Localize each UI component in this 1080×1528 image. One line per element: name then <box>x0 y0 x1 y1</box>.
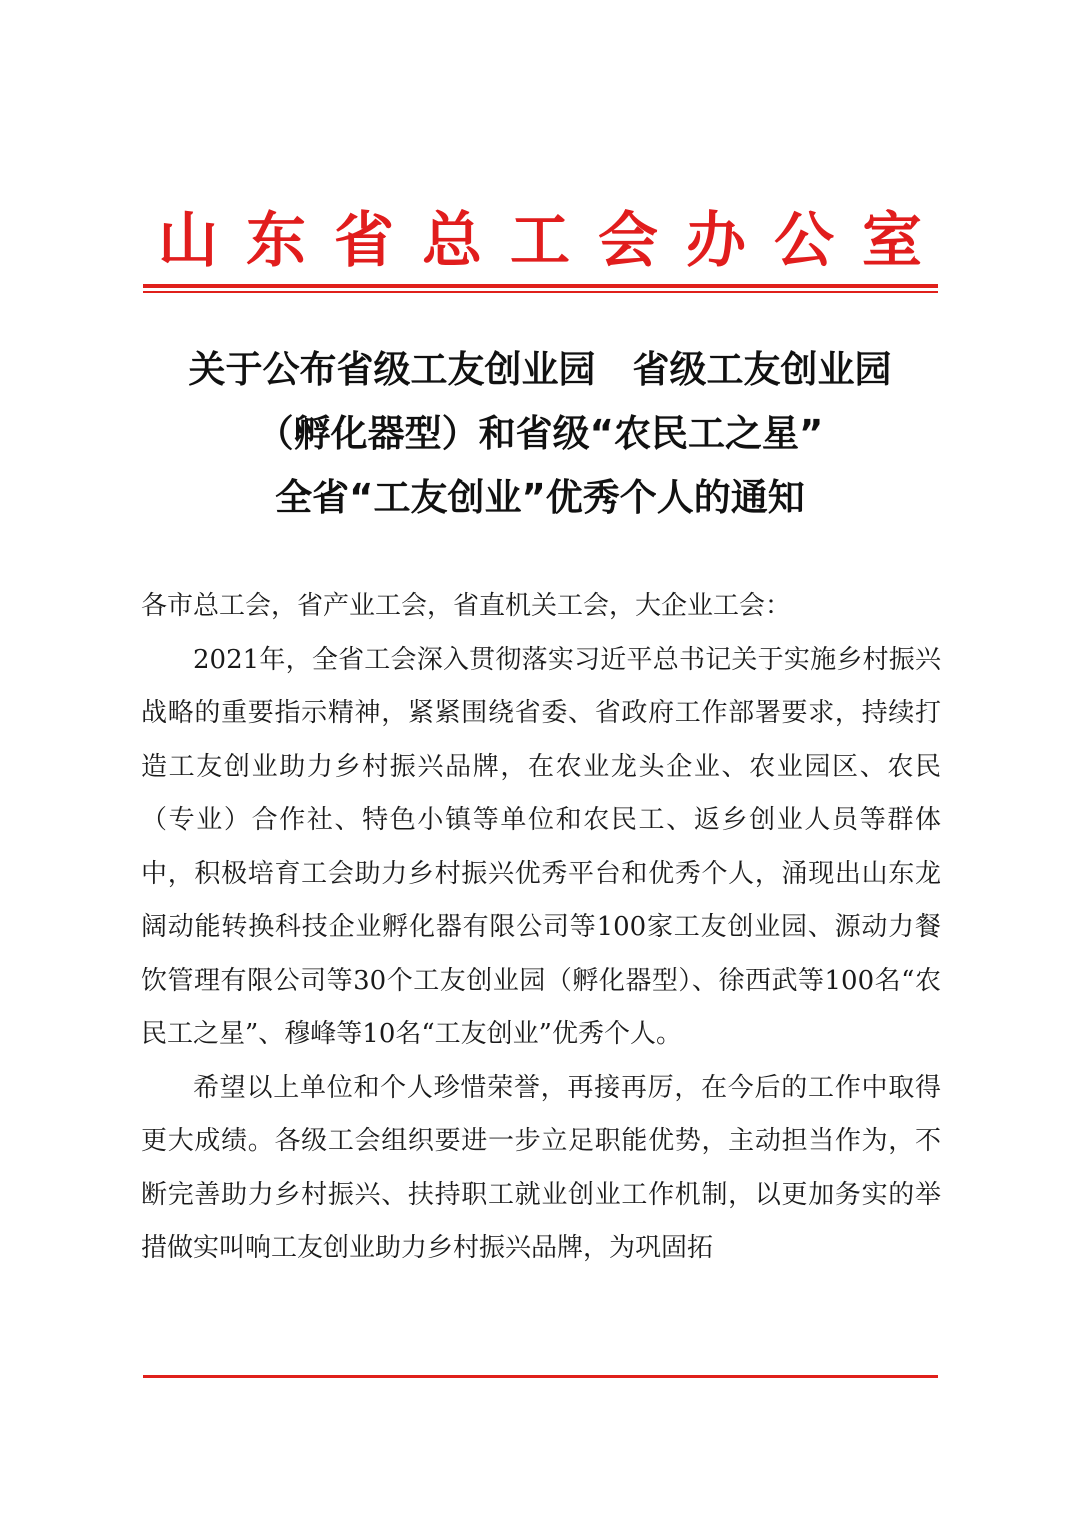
header-divider-thin <box>143 291 938 293</box>
notice-title-line-1: 关于公布省级工友创业园 省级工友创业园 <box>188 348 892 391</box>
footer-divider <box>143 1375 938 1378</box>
document-header-title: 山东省总工会办公室 <box>158 206 950 276</box>
notice-title-line-2: （孵化器型）和省级“农民工之星” <box>256 412 824 455</box>
header-divider-thick <box>143 284 938 288</box>
notice-body <box>141 580 941 1276</box>
notice-title <box>120 338 960 530</box>
notice-title-line-3: 全省“工友创业”优秀个人的通知 <box>275 476 805 519</box>
body-paragraph-1: 2021年，全省工会深入贯彻落实习近平总书记关于实施乡村振兴战略的重要指示精神，紧紧围绕省委、省政府工作部署要求，持续打造工友创业助力乡村振兴品牌，在农业龙头企业、农业园区、农民（专业）合作社、特色小镇等单位和农民工、返乡创业人员等群体中，积极培育工会助力乡村振兴优秀平台和优秀个人，涌现出山东龙阔动能转换科技企业孵化器有限公司等100家工友创业园、源动力餐饮管理有限公司等30个工友创业园（孵化器型）、徐西武等100名“农民工之星”、穆峰等10名“工友创业”优秀个人。 <box>141 644 941 1049</box>
salutation: 各市总工会，省产业工会，省直机关工会，大企业工会： <box>141 591 792 621</box>
body-paragraph-2: 希望以上单位和个人珍惜荣誉，再接再厉，在今后的工作中取得更大成绩。各级工会组织要进一步立足职能优势，主动担当作为，不断完善助力乡村振兴、扶持职工就业创业工作机制，以更加务实的举措做实叫响工友创业助力乡村振兴品牌，为巩固拓 <box>141 1072 941 1263</box>
